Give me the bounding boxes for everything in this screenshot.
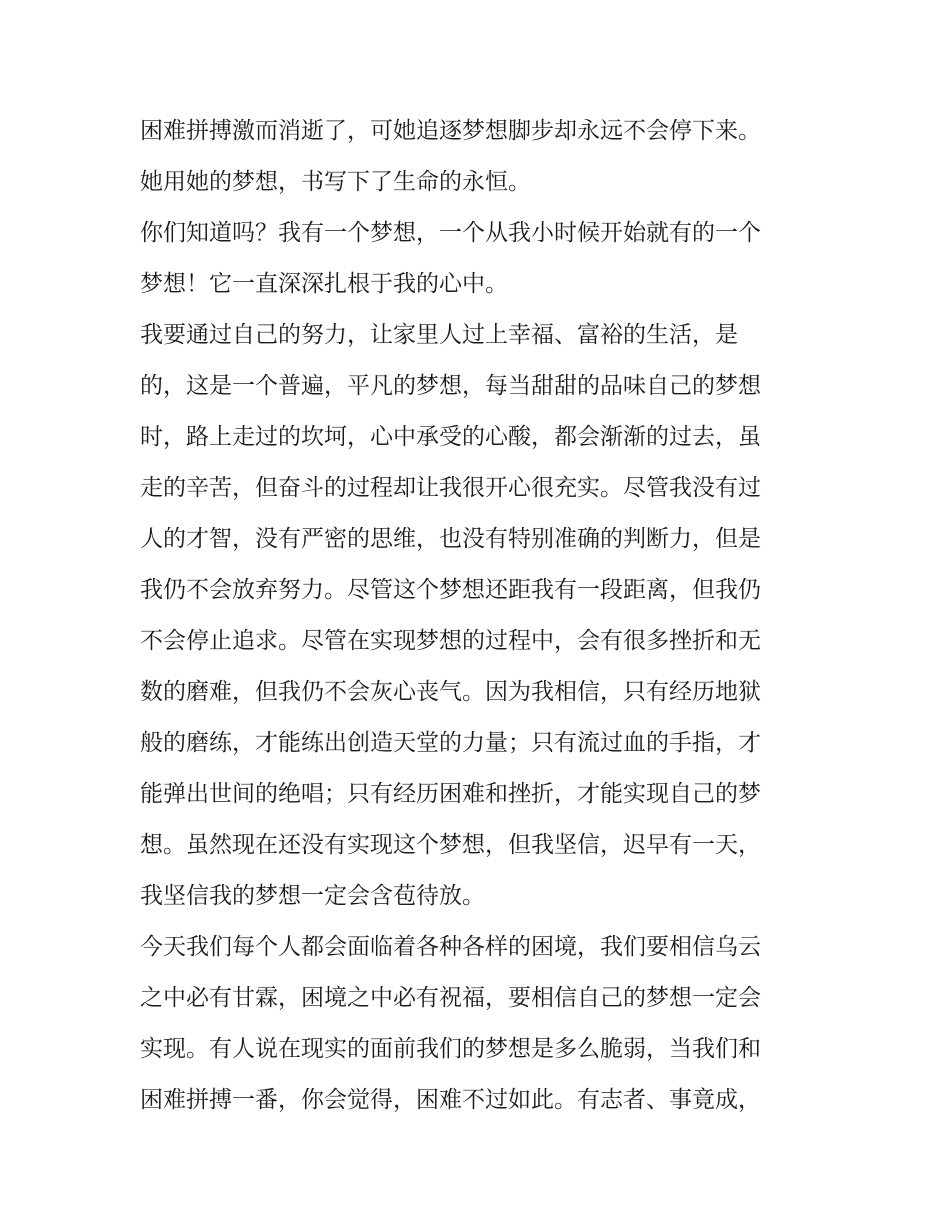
text-line: 数的磨难，但我仍不会灰心丧气。因为我相信，只有经历地狱 bbox=[140, 679, 761, 705]
text-line: 我仍不会放弃努力。尽管这个梦想还距我有一段距离，但我仍 bbox=[140, 577, 761, 603]
text-line: 时，路上走过的坎坷，心中承受的心酸，都会渐渐的过去，虽 bbox=[140, 424, 761, 450]
text-line: 困难拼搏激而消逝了，可她追逐梦想脚步却永远不会停下来。 bbox=[140, 118, 761, 144]
text-line: 不会停止追求。尽管在实现梦想的过程中，会有很多挫折和无 bbox=[140, 628, 761, 654]
text-line: 人的才智，没有严密的思维，也没有特别准确的判断力，但是 bbox=[140, 526, 761, 552]
text-line: 梦想！它一直深深扎根于我的心中。 bbox=[140, 271, 508, 297]
text-line: 的，这是一个普遍，平凡的梦想，每当甜甜的品味自己的梦想 bbox=[140, 373, 761, 399]
text-line: 实现。有人说在现实的面前我们的梦想是多么脆弱，当我们和 bbox=[140, 1036, 761, 1062]
text-line: 今天我们每个人都会面临着各种各样的困境，我们要相信乌云 bbox=[140, 934, 761, 960]
text-line: 能弹出世间的绝唱；只有经历困难和挫折，才能实现自己的梦 bbox=[140, 781, 761, 807]
text-line: 走的辛苦，但奋斗的过程却让我很开心很充实。尽管我没有过 bbox=[140, 475, 761, 501]
text-line: 困难拼搏一番，你会觉得，困难不过如此。有志者、事竟成， bbox=[140, 1087, 761, 1113]
text-line: 你们知道吗？我有一个梦想，一个从我小时候开始就有的一个 bbox=[140, 220, 761, 246]
text-line: 她用她的梦想，书写下了生命的永恒。 bbox=[140, 169, 531, 195]
text-line: 之中必有甘霖，困境之中必有祝福，要相信自己的梦想一定会 bbox=[140, 985, 761, 1011]
text-line: 我要通过自己的努力，让家里人过上幸福、富裕的生活，是 bbox=[140, 322, 738, 348]
text-line: 般的磨练，才能练出创造天堂的力量；只有流过血的手指，才 bbox=[140, 730, 761, 756]
text-line: 想。虽然现在还没有实现这个梦想，但我坚信，迟早有一天， bbox=[140, 832, 761, 858]
body-text bbox=[140, 106, 830, 1126]
text-line: 我坚信我的梦想一定会含苞待放。 bbox=[140, 883, 485, 909]
